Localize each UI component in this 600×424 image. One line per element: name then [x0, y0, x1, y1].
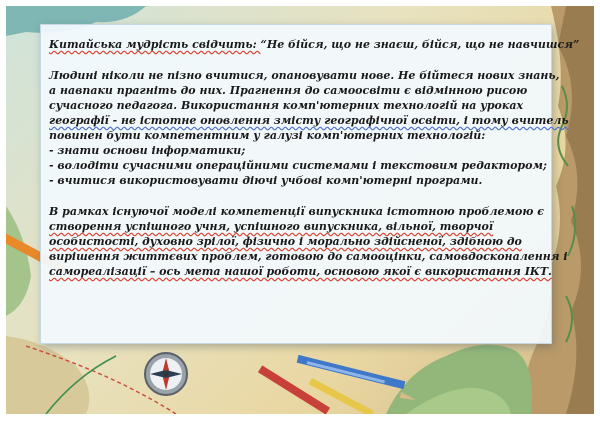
paragraph-line: а навпаки прагніть до них. Прагнення до самоосвіти є відмінною рисою [49, 84, 528, 97]
quote-text: “Не бійся, що не знаєш, бійся, що не навчишся” [260, 38, 580, 51]
quote-line [49, 37, 579, 52]
paragraph-line: вирішення життєвих проблем, готовою до самооцінки, самовдосконалення і [49, 250, 568, 263]
paragraph-line: сучасного педагога. Використання комп'ютерних технологій на уроках [49, 99, 523, 112]
paragraph-line: особистості, духовно зрілої, фізично і морально здійсненої, здібною до [49, 235, 522, 248]
bullet-line: - вчитися використовувати діючі учбові комп'ютерні програми. [49, 174, 483, 187]
quote-prefix: Китайська мудрість свідчить: [49, 38, 261, 51]
text-panel [40, 24, 580, 344]
map-region-green-left [6, 206, 31, 316]
paragraph-line: В рамках існуючої моделі компетенції випускника істотною проблемою є [49, 205, 544, 218]
paragraph-line: географії - не істотне оновлення змісту географічної освіти, і тому вчитель [49, 114, 569, 127]
paragraph-line: повинен бути компетентним у галузі комп'ютерних технологій: [49, 129, 486, 142]
paragraph-line: Людині ніколи не пізно вчитися, опановувати нове. Не бійтеся нових знань, [49, 69, 560, 82]
bullet-line: - володіти сучасними операційними системами і текстовим редактором; [49, 159, 547, 172]
slide [6, 6, 594, 414]
compass-icon [145, 353, 187, 395]
paragraph-line: самореалізації – ось мета нашої роботи, основою якої є використання ІКТ. [49, 265, 552, 278]
paragraph-line: створення успішного учня, успішного випускника, вільної, творчої [49, 220, 494, 233]
bullet-line: - знати основи інформатики; [49, 144, 246, 157]
map-region-plain [6, 336, 89, 414]
